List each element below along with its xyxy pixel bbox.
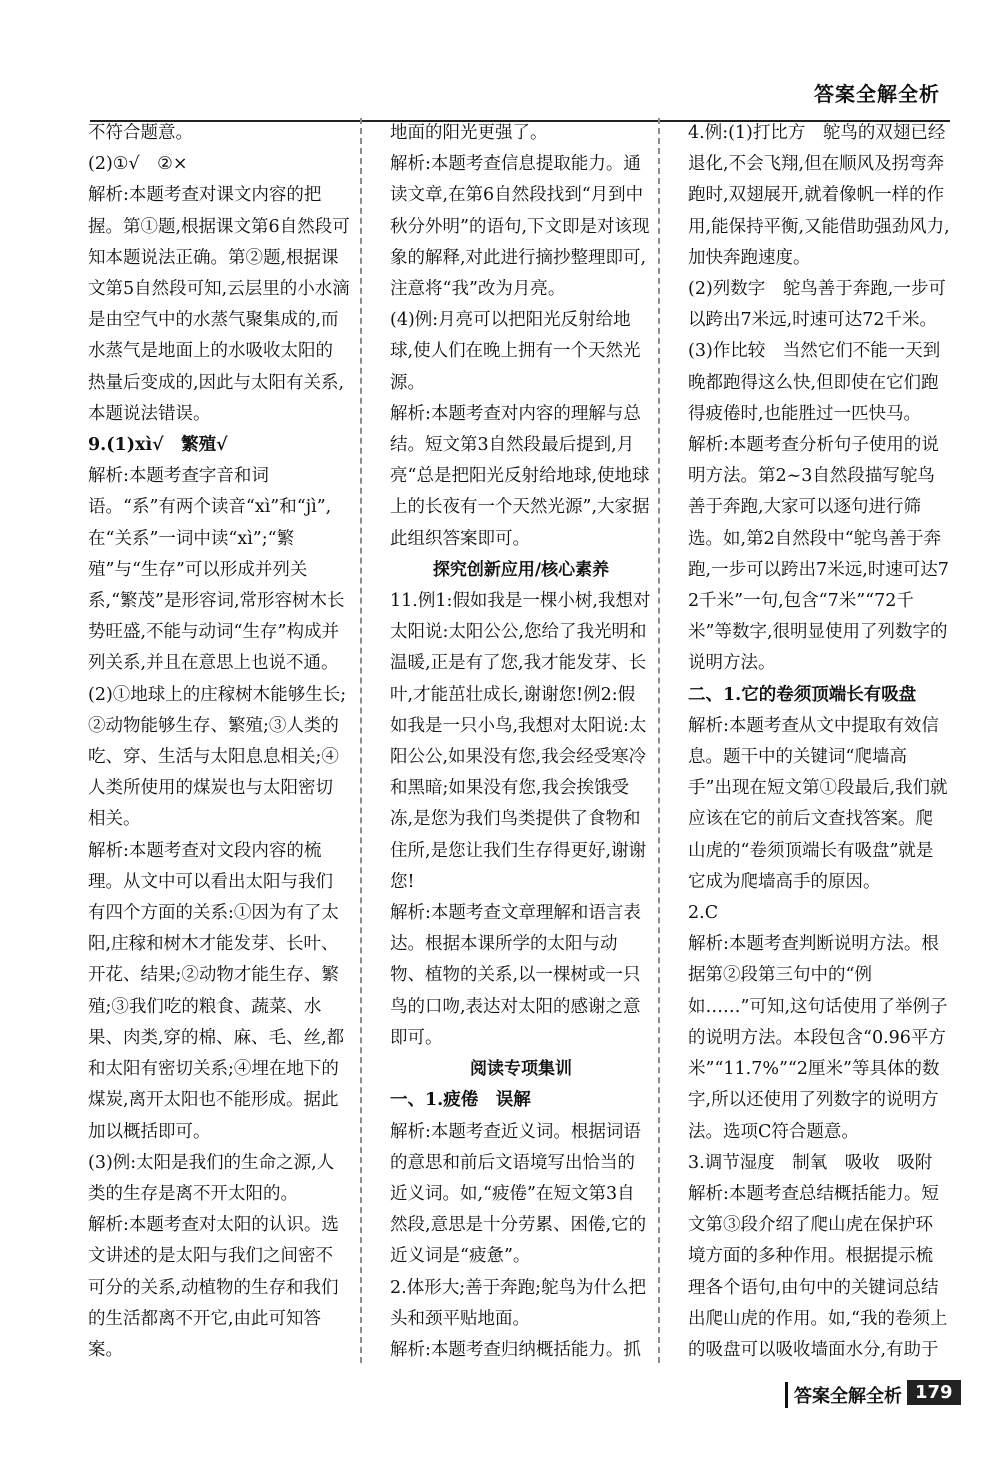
section-heading: 阅读专项集训 <box>470 1059 572 1080</box>
answer-line: (2)列数字 鸵鸟善于奔跑,一步可以跨出7米远,时速可达72千米。 <box>688 279 946 331</box>
analysis-paragraph: 解析:本题考查信息提取能力。通读文章,在第6自然段找到“月到中秋分外明”的语句,下文即是对该现象的解释,对此进行摘抄整理即可,注意将“我”改为月亮。 <box>390 154 650 300</box>
analysis-paragraph: 解析:本题考查字音和词语。“系”有两个读音“xì”和“jì”,在“关系”一词中读“xì”;“繁殖”与“生存”可以形成并列关系,“繁茂”是形容词,常形容树木长势旺盛,不能与动词“生存”构成并列关系,并且在意思上也说不通。 <box>88 466 345 674</box>
answer-line: (2)①√ ②× <box>88 154 188 175</box>
page-footer <box>785 1380 965 1410</box>
analysis-paragraph: 解析:本题考查文章理解和语言表达。根据本课所学的太阳与动物、植物的关系,以一棵树或一只鸟的口吻,表达对太阳的感谢之意即可。 <box>390 903 641 1048</box>
answer-line: (3)例:太阳是我们的生命之源,人类的生存是离不开太阳的。 <box>88 1152 335 1204</box>
analysis-paragraph: 解析:本题考查分析句子使用的说明方法。第2~3自然段描写鸵鸟善于奔跑,大家可以逐句进行筛选。如,第2自然段中“鸵鸟善于奔跑,一步可以跨出7米远,时速可达72千米”一句,包含“7米”“72千米”等数字,很明显使用了列数字的说明方法。 <box>688 435 949 674</box>
analysis-paragraph: 解析:本题考查从文中提取有效信息。题干中的关键词“爬墙高手”出现在短文第①段最后,我们就应该在它的前后文查找答案。爬山虎的“卷须顶端长有吸盘”就是它成为爬墙高手的原因。 <box>688 715 948 892</box>
analysis-paragraph: 解析:本题考查对课文内容的把握。第①题,根据课文第6自然段可知本题说法正确。第②题,根据课文第5自然段可知,云层里的小水滴是由空气中的水蒸气聚集成的,而水蒸气是地面上的水吸收太阳的热量后变成的,因此与太阳有关系,本题说法错误。 <box>88 185 350 424</box>
answer-line: 2.C <box>688 903 719 924</box>
column-1 <box>88 118 350 1368</box>
answer-line: 3.调节湿度 制氧 吸收 吸附 <box>688 1152 933 1173</box>
footer-brand: 答案全解全析 <box>785 1382 902 1408</box>
page-number: 179 <box>907 1380 961 1405</box>
analysis-paragraph: 解析:本题考查判断说明方法。根据第②段第三句中的“例如……”可知,这句话使用了举例子的说明方法。本段包含“0.96平方米”“11.7%”“2厘米”等具体的数字,所以还使用了列数字的说明方法。选项C符合题意。 <box>688 934 948 1142</box>
header-brand: 答案全解全析 <box>814 82 940 106</box>
answer-line: 一、1.疲倦 误解 <box>390 1090 531 1111</box>
column-3 <box>688 118 950 1368</box>
paragraph: 不符合题意。 <box>88 123 193 143</box>
section-heading: 探究创新应用/核心素养 <box>432 559 610 580</box>
answer-columns <box>88 118 958 1368</box>
section-heading <box>88 1366 350 1368</box>
answer-line: (3)作比较 当然它们不能一天到晚都跑得这么快,但即使在它们跑得疲倦时,也能胜过一匹快马。 <box>688 341 941 424</box>
answer-line: 4.例:(1)打比方 鸵鸟的双翅已经退化,不会飞翔,但在顺风及拐弯奔跑时,双翅展开,就着像帆一样的作用,能保持平衡,又能借助强劲风力,加快奔跑速度。 <box>688 123 950 268</box>
analysis-paragraph: 解析:本题考查近义词。根据词语的意思和前后文语境写出恰当的近义词。如,“疲倦”在短文第3自然段,意思是十分劳累、困倦,它的近义词是“疲惫”。 <box>390 1121 647 1267</box>
analysis-paragraph: 解析:本题考查对内容的理解与总结。短文第3自然段最后提到,月亮“总是把阳光反射给地球,使地球上的长夜有一个天然光源”,大家据此组织答案即可。 <box>390 403 650 549</box>
answer-line: (2)①地球上的庄稼树木能够生长;②动物能够生存、繁殖;③人类的吃、穿、生活与太阳息息相关;④人类所使用的煤炭也与太阳密切相关。 <box>88 684 347 830</box>
column-2 <box>390 118 652 1368</box>
column-divider <box>658 118 660 1363</box>
question-9-answer: 9.(1)xì√ 繁殖√ <box>88 435 228 456</box>
answer-line: 2.体形大;善于奔跑;鸵鸟为什么把头和颈平贴地面。 <box>390 1277 646 1329</box>
column-divider <box>360 118 362 1363</box>
answer-line: (4)例:月亮可以把阳光反射给地球,使人们在晚上拥有一个天然光源。 <box>390 310 641 393</box>
analysis-paragraph: 解析:本题考查归纳概括能力。抓 <box>390 1339 641 1360</box>
analysis-paragraph: 解析:本题考查总结概括能力。短文第③段介绍了爬山虎在保护环境方面的多种作用。根据提示梳理各个语句,由句中的关键词总结出爬山虎的作用。如,“我的卷须上的吸盘可以吸收墙面水分,有助于 <box>688 1183 948 1360</box>
page-header <box>90 72 950 122</box>
analysis-paragraph: 解析:本题考查对太阳的认识。选文讲述的是太阳与我们之间密不可分的关系,动植物的生存和我们的生活都离不开它,由此可知答案。 <box>88 1215 339 1360</box>
question-11-answer: 11.例1:假如我是一棵小树,我想对太阳说:太阳公公,您给了我光明和温暖,正是有了您,我才能发芽、长叶,才能茁壮成长,谢谢您!例2:假如我是一只小鸟,我想对太阳说:太阳公公,如果没有您,我会经受寒冷和黑暗;如果没有您,我会挨饿受冻,是您为我们鸟类提供了食物和住所,是您让我们生存得更好,谢谢您! <box>390 591 651 892</box>
answer-line: 二、1.它的卷须顶端长有吸盘 <box>688 684 917 705</box>
analysis-paragraph: 解析:本题考查对文段内容的梳理。从文中可以看出太阳与我们有四个方面的关系:①因为有了太阳,庄稼和树木才能发芽、长叶、开花、结果;②动物才能生存、繁殖;③我们吃的粮食、蔬菜、水果、肉类,穿的棉、麻、毛、丝,都和太阳有密切关系;④埋在地下的煤炭,离开太阳也不能形成。据此加以概括即可。 <box>88 840 345 1142</box>
answer-line: 地面的阳光更强了。 <box>390 123 548 143</box>
